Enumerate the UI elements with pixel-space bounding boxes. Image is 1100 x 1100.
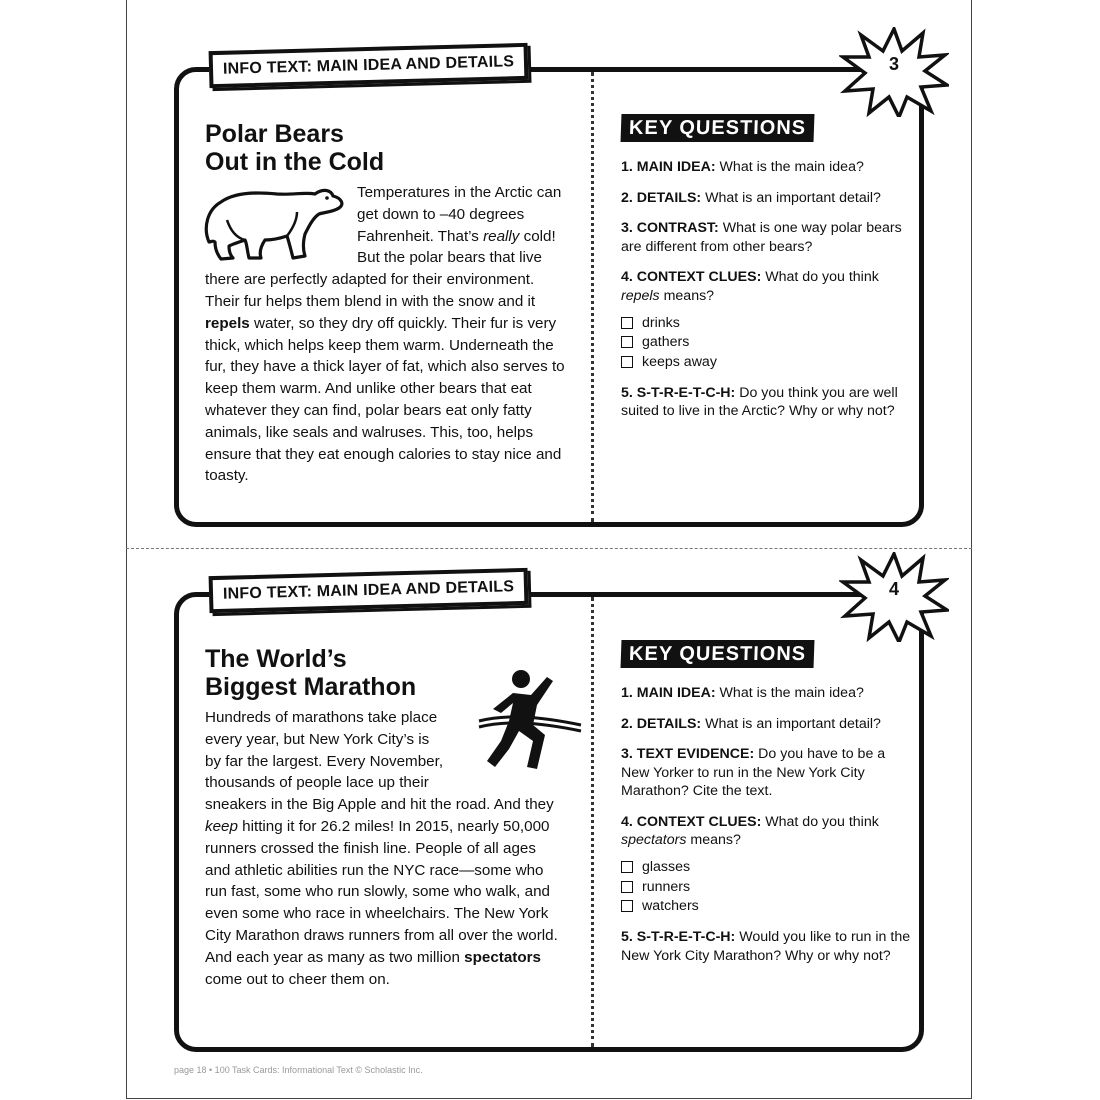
checkbox[interactable]	[621, 336, 633, 348]
answer-options	[621, 313, 913, 372]
question-3: 3. TEXT EVIDENCE: Do you have to be a New Yorker to run in the New York City Marathon? Cite the text.	[621, 746, 886, 799]
polar-bear-icon	[201, 184, 346, 264]
card-number: 4	[888, 579, 899, 599]
checkbox[interactable]	[621, 317, 633, 329]
option-label: runners	[642, 878, 691, 895]
title-line-2: Biggest Marathon	[205, 673, 417, 701]
checkbox[interactable]	[621, 900, 633, 912]
key-questions-heading: KEY QUESTIONS	[621, 640, 815, 668]
passage-title	[205, 120, 384, 176]
option-label: glasses	[642, 859, 691, 875]
card-number-badge	[839, 552, 949, 642]
checkbox[interactable]	[621, 881, 633, 893]
task-card-3	[174, 53, 924, 527]
passage-title	[205, 645, 416, 701]
question-2: 2. DETAILS: What is an important detail?	[621, 189, 881, 206]
title-line-1: Polar Bears	[205, 120, 344, 148]
question-4: 4. CONTEXT CLUES: What do you think repels means?	[621, 269, 879, 304]
runner-icon	[473, 669, 587, 779]
question-1: 1. MAIN IDEA: What is the main idea?	[621, 685, 864, 701]
option-row[interactable]	[621, 877, 913, 897]
task-card-4	[174, 578, 924, 1052]
passage-text: Hundreds of marathons take place every year, but New York City’s is by far the largest. Every November, thousands of people lace up their sneakers in the Big Apple and hit the road. And they keep hitting it for 26.2 miles! In 2015, nearly 50,000 runners crossed the finish line. People of all ages and athletic abilities run the NYC race—some who run fast, some who run slowly, some who walk, and even some who race in wheelchairs. The New York City Marathon draws runners from all over the world. And each year as many as two million spectators come out to cheer them on.	[205, 709, 558, 988]
option-row[interactable]	[621, 858, 913, 878]
option-row[interactable]	[621, 333, 913, 353]
passage-text: Temperatures in the Arctic can get down to –40 degrees Fahrenheit. That’s really cold! But the polar bears that live there are perfectly adapted for their environment. Their fur helps them blend in with the snow and it repels water, so they dry off quickly. Their fur is very thick, which helps keep them warm. Underneath the fur, they have a thick layer of fat, which also serves to keep them warm. And unlike other bears that eat whatever they can find, polar bears eat only fatty animals, like seals and walruses. This, too, helps ensure that they eat enough calories to stay nice and toasty.	[205, 184, 565, 485]
card-label-text: INFO TEXT: MAIN IDEA AND DETAILS	[222, 53, 515, 78]
question-1: 1. MAIN IDEA: What is the main idea?	[621, 159, 864, 175]
title-line-1: The World’s	[205, 645, 347, 673]
option-row[interactable]	[621, 897, 913, 917]
option-label: gathers	[642, 334, 690, 350]
column-divider	[591, 597, 594, 1047]
vocab-word: spectators	[464, 948, 541, 966]
card-label	[209, 568, 529, 613]
vocab-word: repels	[205, 314, 250, 332]
option-row[interactable]	[621, 313, 913, 333]
option-row[interactable]	[621, 352, 913, 372]
option-label: keeps away	[642, 353, 717, 370]
checkbox[interactable]	[621, 861, 633, 873]
option-label: watchers	[642, 898, 699, 914]
question-3: 3. CONTRAST: What is one way polar bears are different from other bears?	[621, 220, 902, 255]
card-label-text: INFO TEXT: MAIN IDEA AND DETAILS	[222, 578, 515, 603]
key-questions-heading: KEY QUESTIONS	[621, 114, 815, 142]
card-number-badge	[839, 27, 949, 117]
card-number: 3	[888, 54, 899, 74]
question-5: 5. S-T-R-E-T-C-H: Would you like to run in the New York City Marathon? Why or why not?	[621, 929, 911, 964]
question-5: 5. S-T-R-E-T-C-H: Do you think you are well suited to live in the Arctic? Why or why not?	[621, 384, 898, 419]
cut-line	[126, 548, 972, 549]
title-line-2: Out in the Cold	[205, 148, 385, 176]
page-footer: page 18 • 100 Task Cards: Informational Text © Scholastic Inc.	[174, 1065, 423, 1075]
card-label	[209, 43, 529, 88]
option-label: drinks	[642, 314, 680, 331]
question-list	[621, 158, 913, 433]
question-2: 2. DETAILS: What is an important detail?	[621, 715, 881, 732]
column-divider	[591, 72, 594, 522]
checkbox[interactable]	[621, 356, 633, 368]
answer-options	[621, 858, 913, 917]
question-4: 4. CONTEXT CLUES: What do you think spectators means?	[621, 813, 879, 848]
question-list	[621, 684, 913, 977]
